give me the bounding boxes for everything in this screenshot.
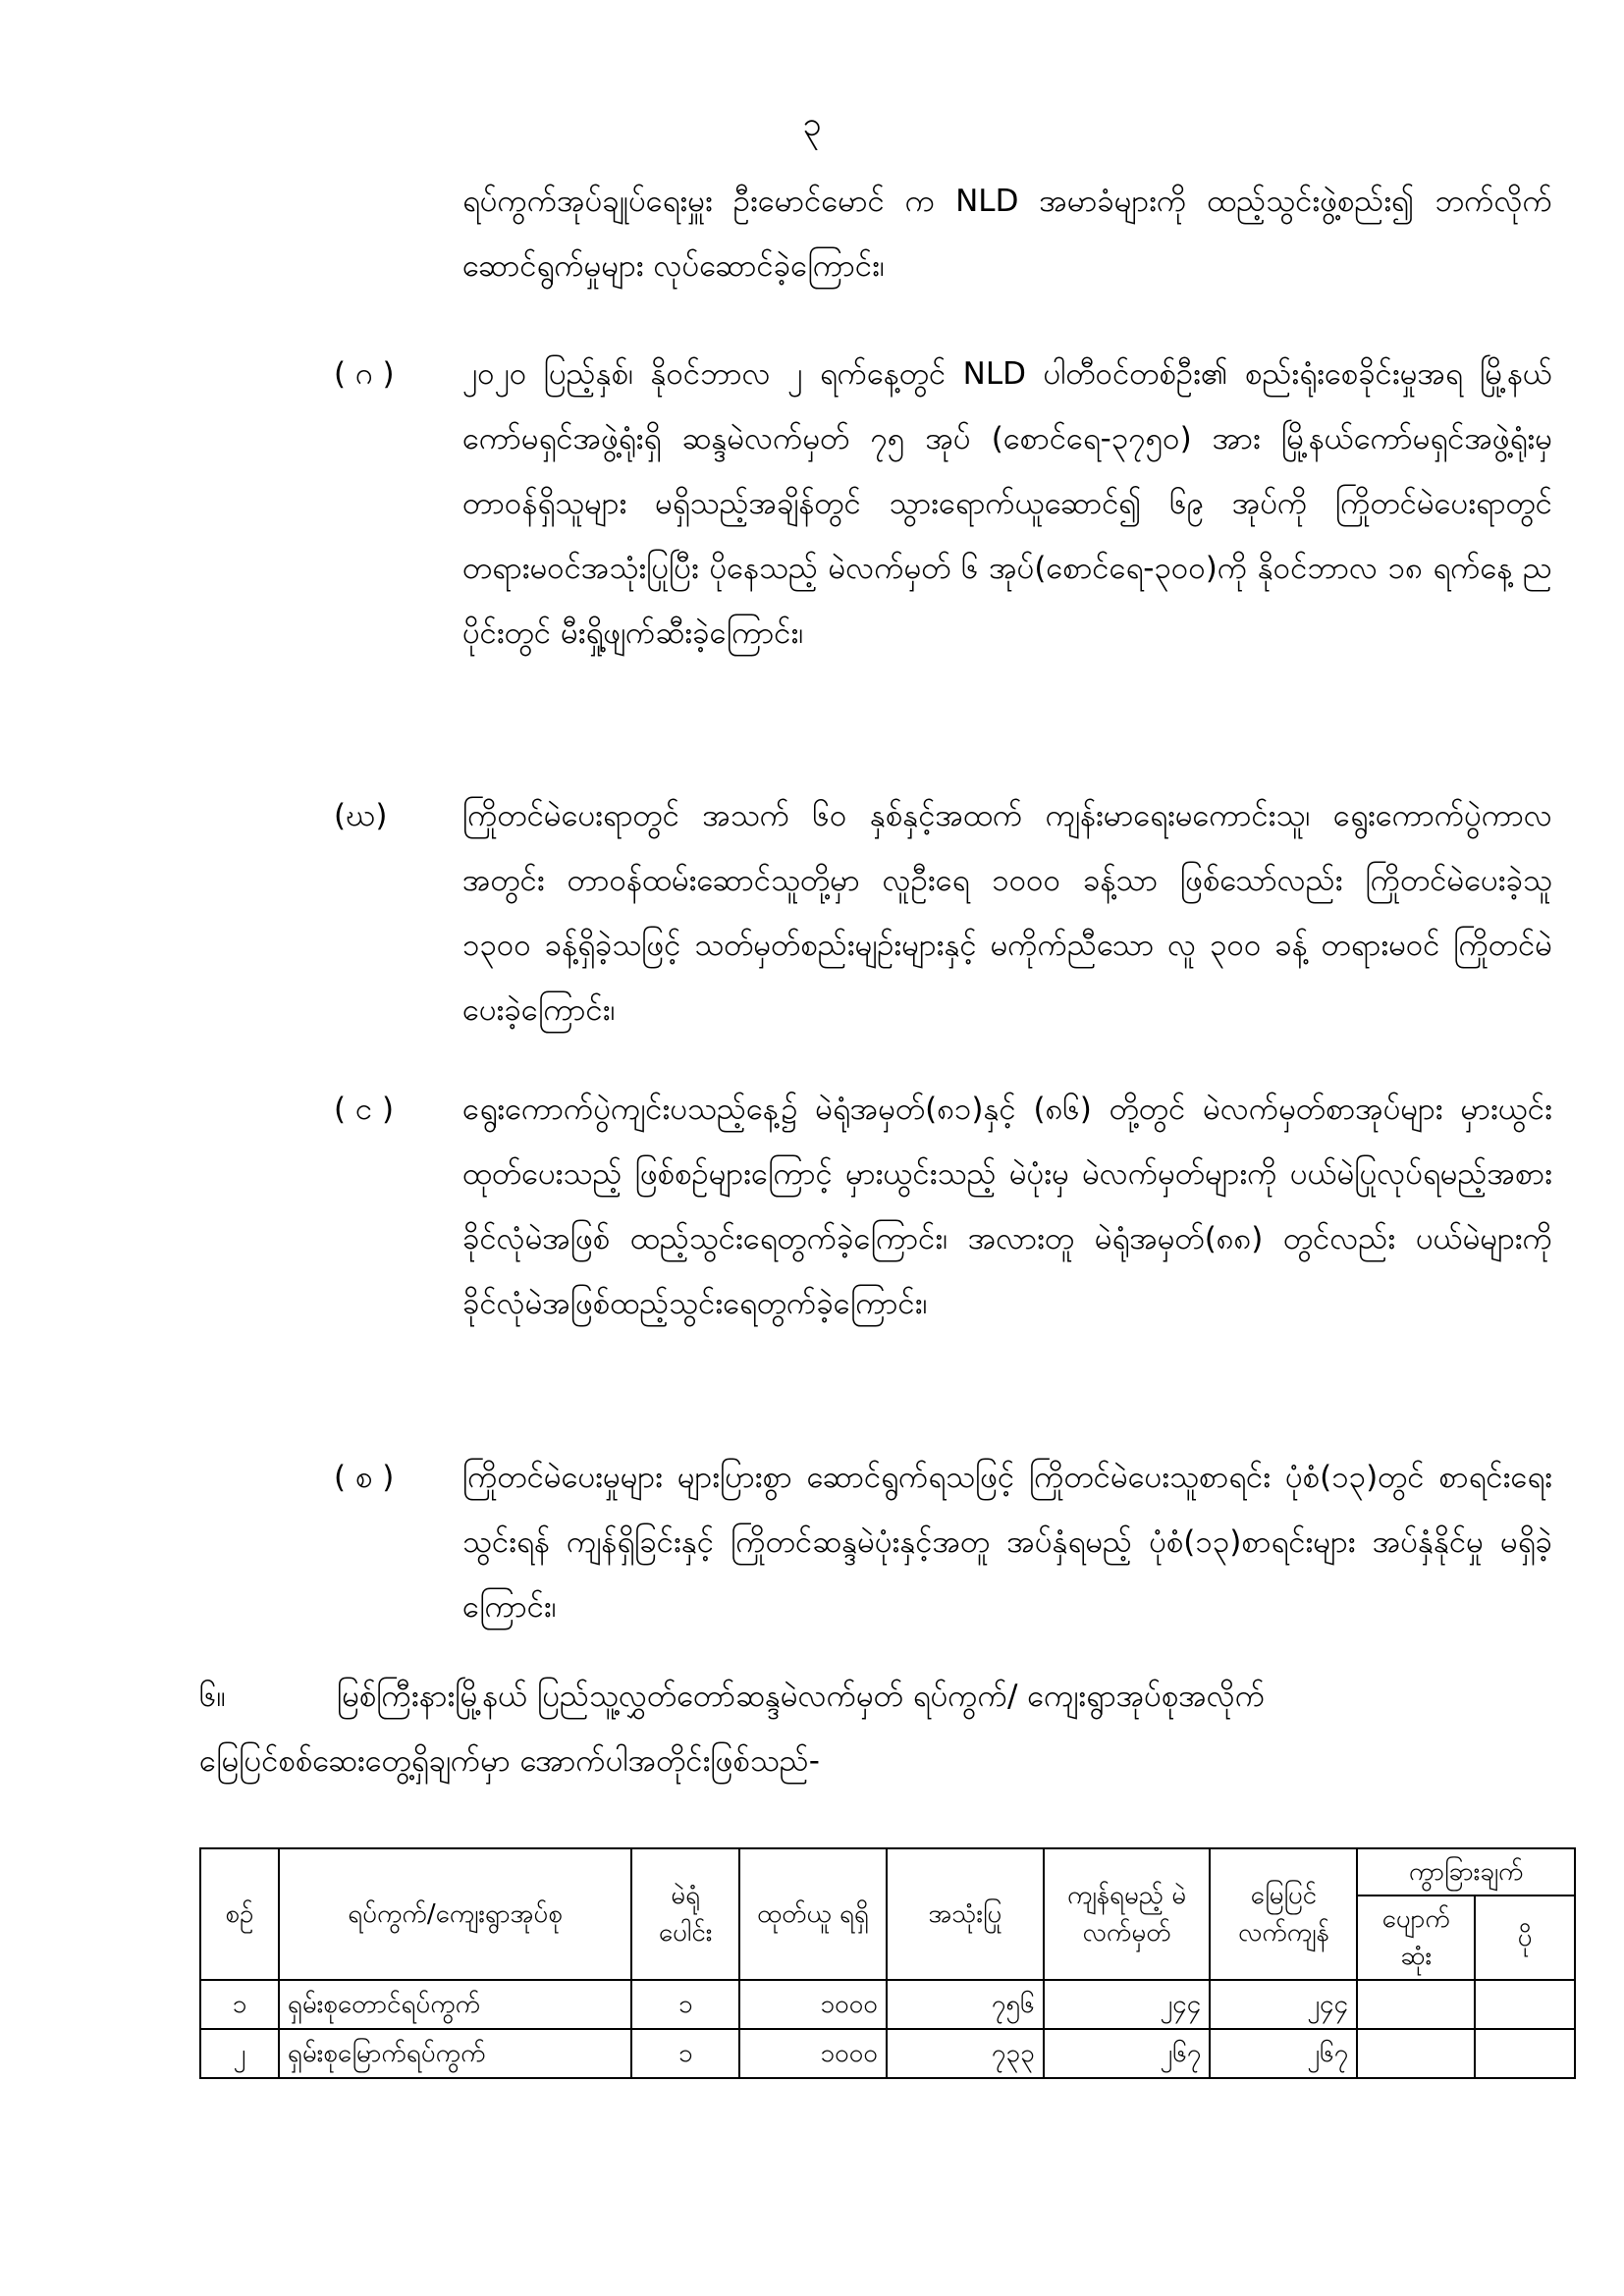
cell-no: ၂: [200, 2029, 279, 2078]
section-line-1: မြစ်ကြီးနားမြို့နယ် ပြည်သူ့လွှတ်တော်ဆန္ဒမဲလက်မှတ် ရပ်ကွက်/ ကျေးရွာအုပ်စုအလိုက်: [337, 1679, 1266, 1714]
cell-no: ၁: [200, 1980, 279, 2029]
cell-excess: [1475, 1980, 1575, 2029]
page-number: ၃: [802, 105, 822, 144]
cell-booths: ၁: [631, 2029, 739, 2078]
col-header-remaining: ကျန်ရမည့် မဲလက်မှတ်: [1044, 1848, 1211, 1980]
continuation-paragraph: ရပ်ကွက်အုပ်ချုပ်ရေးမှူး ဦးမောင်မောင် က NLD အမာခံများကို ထည့်သွင်းဖွဲ့စည်း၍ ဘက်လိုက်ဆောင်ရွက်မှုများ လုပ်ဆောင်ခဲ့ကြောင်း၊: [462, 184, 1552, 284]
item-label: ( ဂ ): [334, 356, 395, 392]
item-text: ကြိုတင်မဲပေးမှုများ များပြားစွာ ဆောင်ရွက်ရသဖြင့် ကြိုတင်မဲပေးသူစာရင်း ပုံစံ(၁၃)တွင် စာရင်းရေးသွင်းရန် ကျန်ရှိခြင်းနှင့် ကြိုတင်ဆန္ဒမဲပုံးနှင့်အတူ အပ်နှံရမည့် ပုံစံ(၁၃)စာရင်းများ အပ်နှံနိုင်မှု မရှိခဲ့ကြောင်း၊: [462, 1460, 1552, 1625]
cell-used: ၇၃၃: [887, 2029, 1044, 2078]
cell-remaining: ၂၄၄: [1044, 1980, 1211, 2029]
table-row: [200, 2029, 1575, 2078]
item-label: ( င ): [334, 1092, 395, 1127]
col-header-booths: မဲရုံ ပေါင်း: [631, 1848, 739, 1980]
item-label: (ဃ): [334, 798, 388, 833]
table-row: [200, 1980, 1575, 2029]
cell-received: ၁၀၀၀: [739, 2029, 887, 2078]
col-header-actual: မြေပြင် လက်ကျန်: [1210, 1848, 1357, 1980]
col-header-lost: ပျောက် ဆုံး: [1357, 1896, 1475, 1980]
cell-remaining: ၂၆၇: [1044, 2029, 1211, 2078]
cell-lost: [1357, 1980, 1475, 2029]
item-text: ၂၀၂၀ ပြည့်နှစ်၊ နိုဝင်ဘာလ ၂ ရက်နေ့တွင် NLD ပါတီဝင်တစ်ဦး၏ စည်းရုံးစေခိုင်းမှုအရ မြို့နယ်ကော်မရှင်အဖွဲ့ရုံးရှိ ဆန္ဒမဲလက်မှတ် ၇၅ အုပ် (စောင်ရေ-၃၇၅၀) အား မြို့နယ်ကော်မရှင်အဖွဲ့ရုံးမှ တာဝန်ရှိသူများ မရှိသည့်အချိန်တွင် သွားရောက်ယူဆောင်၍ ၆၉ အုပ်ကို ကြိုတင်မဲပေးရာတွင် တရားမဝင်အသုံးပြုပြီး ပိုနေသည့် မဲလက်မှတ် ၆ အုပ်(စောင်ရေ-၃၀၀)ကို နိုဝင်ဘာလ ၁၈ ရက်နေ့ ညပိုင်းတွင် မီးရှို့ဖျက်ဆီးခဲ့ကြောင်း၊: [462, 356, 1552, 651]
ballot-tally-table: [199, 1847, 1576, 2079]
col-header-used: အသုံးပြု: [887, 1848, 1044, 1980]
cell-used: ၇၅၆: [887, 1980, 1044, 2029]
cell-lost: [1357, 2029, 1475, 2078]
cell-excess: [1475, 2029, 1575, 2078]
cell-actual: ၂၆၇: [1210, 2029, 1357, 2078]
col-header-excess: ပို: [1475, 1896, 1575, 1980]
cell-booths: ၁: [631, 1980, 739, 2029]
cell-ward: ရှမ်းစုတောင်ရပ်ကွက်: [279, 1980, 631, 2029]
cell-received: ၁၀၀၀: [739, 1980, 887, 2029]
col-header-received: ထုတ်ယူ ရရှိ: [739, 1848, 887, 1980]
item-text: ကြိုတင်မဲပေးရာတွင် အသက် ၆၀ နှစ်နှင့်အထက် ကျန်းမာရေးမကောင်းသူ၊ ရွေးကောက်ပွဲကာလအတွင်း တာဝန်ထမ်းဆောင်သူတို့မှာ လူဦးရေ ၁၀၀၀ ခန့်သာ ဖြစ်သော်လည်း ကြိုတင်မဲပေးခဲ့သူ ၁၃၀၀ ခန့်ရှိခဲ့သဖြင့် သတ်မှတ်စည်းမျဉ်းများနှင့် မကိုက်ညီသော လူ ၃၀၀ ခန့် တရားမဝင် ကြိုတင်မဲပေးခဲ့ကြောင်း၊: [462, 798, 1552, 1028]
col-header-diff: ကွာခြားချက်: [1357, 1848, 1575, 1896]
item-label: ( စ ): [334, 1460, 395, 1495]
item-text: ရွေးကောက်ပွဲကျင်းပသည့်နေ့၌ မဲရုံအမှတ်(၈၁)နှင့် (၈၆) တို့တွင် မဲလက်မှတ်စာအုပ်များ မှားယွင်းထုတ်ပေးသည့် ဖြစ်စဉ်များကြောင့် မှားယွင်းသည့် မဲပုံးမှ မဲလက်မှတ်များကို ပယ်မဲပြုလုပ်ရမည့်အစား ခိုင်လုံမဲအဖြစ် ထည့်သွင်းရေတွက်ခဲ့ကြောင်း၊ အလားတူ မဲရုံအမှတ်(၈၈) တွင်လည်း ပယ်မဲများကို ခိုင်လုံမဲအဖြစ်ထည့်သွင်းရေတွက်ခဲ့ကြောင်း၊: [462, 1092, 1552, 1321]
cell-actual: ၂၄၄: [1210, 1980, 1357, 2029]
table-header-row: [200, 1848, 1575, 1896]
cell-ward: ရှမ်းစုမြောက်ရပ်ကွက်: [279, 2029, 631, 2078]
section-line-2: မြေပြင်စစ်ဆေးတွေ့ရှိချက်မှာ အောက်ပါအတိုင်းဖြစ်သည်-: [199, 1743, 820, 1779]
section-number: ၆။: [199, 1679, 226, 1714]
col-header-ward: ရပ်ကွက်/ကျေးရွာအုပ်စု: [279, 1848, 631, 1980]
col-header-no: စဉ်: [200, 1848, 279, 1980]
